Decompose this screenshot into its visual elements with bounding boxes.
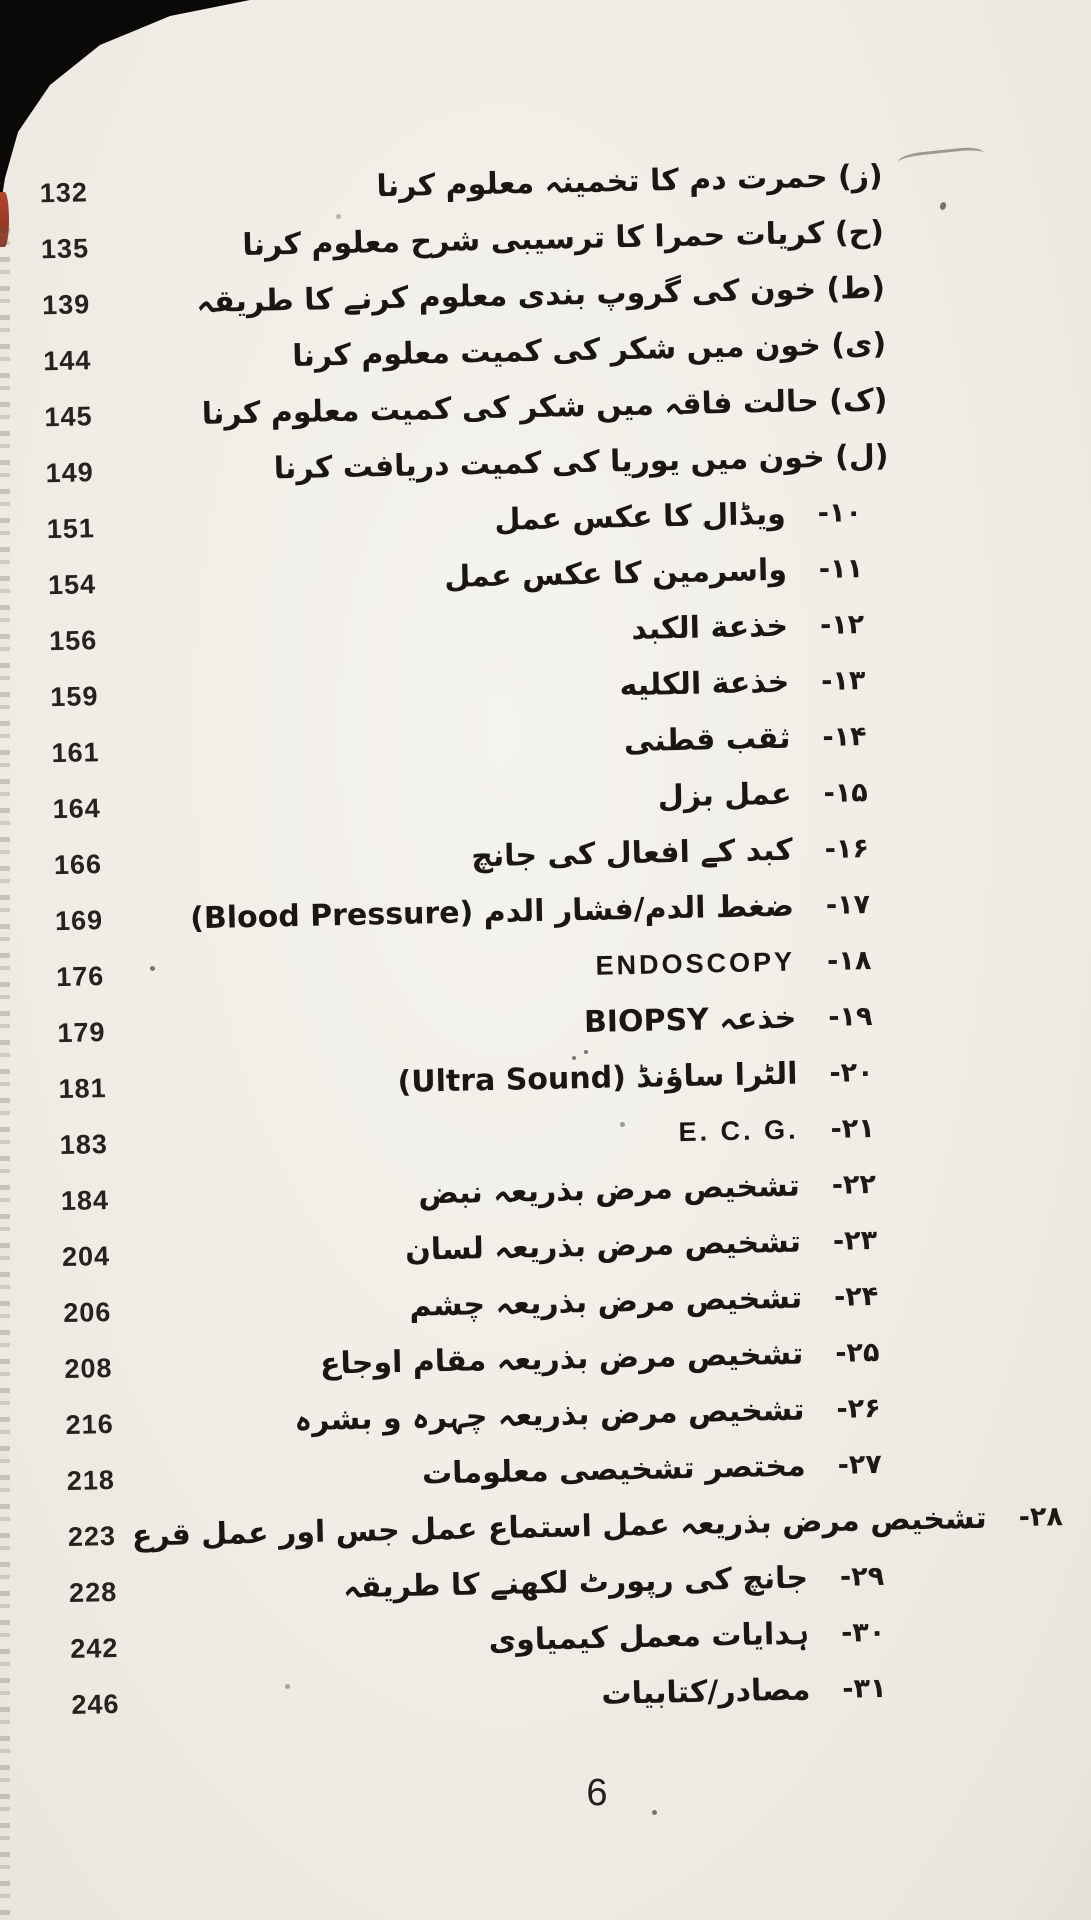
toc-entry-title: تشخیص مرض بذریعہ عمل استماع عمل جس اور عمل قرع xyxy=(131,1500,988,1554)
toc-entry-title: ثقب قطنی xyxy=(623,720,791,759)
toc-entry-title: واسرمین کا عکس عمل xyxy=(443,552,788,595)
toc-entry-number: -۲۷ xyxy=(837,1448,883,1481)
toc-entry-title: خذعة الکبد xyxy=(631,608,789,647)
toc-entry-title: (ز) حمرت دم کا تخمینہ معلوم کرنا xyxy=(376,158,884,204)
toc-entry-title: (ک) حالت فاقہ میں شکر کی کمیت معلوم کرنا xyxy=(201,382,888,432)
toc-entry-title: کبد کے افعال کی جانچ xyxy=(470,832,794,874)
toc-entry-title: تشخیص مرض بذریعہ چشم xyxy=(409,1280,803,1324)
page-number: 223 xyxy=(67,1520,117,1552)
toc-entry-title: عمل بزل xyxy=(657,776,792,814)
toc-entry-title: (ط) خون کی گروپ بندی معلوم کرنے کا طریقہ xyxy=(195,270,886,320)
toc-entry-title: ENDOSCOPY xyxy=(595,946,796,981)
toc-entry-number: -۱۹ xyxy=(827,1000,873,1033)
toc-entry-title: (ی) خون میں شکر کی کمیت معلوم کرنا xyxy=(291,326,887,374)
page-number: 176 xyxy=(55,960,105,992)
toc-entry-number: -۲۴ xyxy=(833,1280,879,1313)
page-number: 242 xyxy=(69,1632,119,1664)
page-number: 139 xyxy=(41,288,91,320)
page-number: 144 xyxy=(42,344,92,376)
toc-entry-title: تشخیص مرض بذریعہ نبض xyxy=(417,1168,801,1212)
page-number: 149 xyxy=(45,456,95,488)
toc-entry-title: ویڈال کا عکس عمل xyxy=(494,496,787,538)
page-number: 179 xyxy=(57,1016,106,1048)
toc-entry-title: خذعة الکلیه xyxy=(619,664,790,703)
toc-entry-number: -۱۲ xyxy=(819,608,865,641)
page-number: 218 xyxy=(66,1464,116,1496)
toc-entry-title: (ل) خون میں یوریا کی کمیت دریافت کرنا xyxy=(273,438,889,486)
page-number: 208 xyxy=(64,1352,113,1384)
toc-entry-number: -۱۵ xyxy=(823,776,869,809)
toc-entry-number: -۱۷ xyxy=(825,888,871,921)
page-number: 156 xyxy=(48,624,98,656)
page-number: 204 xyxy=(61,1240,111,1272)
toc-entry-number: -۱۸ xyxy=(826,944,872,977)
toc-entry-title: مختصر تشخیصی معلومات xyxy=(421,1447,807,1492)
page-number: 132 xyxy=(39,176,89,208)
toc-entry-number: -۲۲ xyxy=(831,1168,877,1201)
toc-entry-number: -۲۰ xyxy=(829,1056,874,1089)
page-number: 166 xyxy=(53,848,103,880)
toc-entry-number: -۱۱ xyxy=(818,552,864,585)
page-number: 145 xyxy=(44,400,93,432)
toc-entry-title: تشخیص مرض بذریعہ لسان xyxy=(404,1224,802,1268)
toc-entry-title: تشخیص مرض بذریعہ چہرہ و بشرہ xyxy=(294,1392,805,1438)
page-number: 161 xyxy=(51,736,100,768)
toc-entry-title: خذعہ BIOPSY xyxy=(583,1000,797,1040)
footer-page-number: 6 xyxy=(586,1772,608,1814)
toc-entry-title: (ح) کریات حمرا کا ترسیبی شرح معلوم کرنا xyxy=(242,214,885,263)
page-number: 183 xyxy=(59,1128,109,1160)
toc-entry-number: -۲۱ xyxy=(830,1112,876,1145)
page-number: 154 xyxy=(47,568,97,600)
toc-entry-number: -۳۰ xyxy=(840,1616,886,1649)
toc-entry-number: -۱۴ xyxy=(822,720,867,753)
toc-entry-title: الٹرا ساؤنڈ (Ultra Sound) xyxy=(397,1056,798,1100)
page-number: 206 xyxy=(62,1296,112,1328)
page-number: 164 xyxy=(52,792,102,824)
toc-entry-title: جانچ کی رپورٹ لکھنے کا طریقہ xyxy=(342,1559,809,1605)
toc-entry-title: ہدایات معمل کیمیاوی xyxy=(488,1615,810,1658)
toc-entry-number: -۲۳ xyxy=(832,1224,878,1257)
toc-entry-title: مصادر/کتابیات xyxy=(601,1671,811,1712)
page-number: 181 xyxy=(58,1072,107,1104)
toc-entry-title: E. C. G. xyxy=(678,1114,799,1147)
page-number: 228 xyxy=(68,1576,118,1608)
toc-entry-number: -۱۳ xyxy=(820,664,866,697)
toc-entry-number: -۲۵ xyxy=(834,1336,880,1369)
toc-entry-number: -۱۰ xyxy=(817,496,863,529)
page-number: 184 xyxy=(60,1184,110,1216)
toc-entry-number: -۱۶ xyxy=(824,832,870,865)
toc-entry-title: تشخیص مرض بذریعہ مقام اوجاع xyxy=(319,1336,804,1382)
page-number: 159 xyxy=(50,680,99,712)
toc-entry-title: ضغط الدم/فشار الدم (Blood Pressure) xyxy=(189,888,795,936)
page-number: 151 xyxy=(46,512,96,544)
page-number: 216 xyxy=(65,1408,114,1440)
toc-entry-number: -۲۸ xyxy=(1018,1500,1064,1533)
page-number: 169 xyxy=(54,904,104,936)
ink-speck xyxy=(652,1810,657,1815)
toc-entry-number: -۲۶ xyxy=(836,1392,881,1425)
toc-rows xyxy=(0,144,1091,1735)
page-number: 135 xyxy=(40,232,90,264)
page-number: 246 xyxy=(71,1688,120,1720)
toc-entry-number: -۲۹ xyxy=(839,1560,885,1593)
toc-entry-number: -۳۱ xyxy=(842,1672,887,1705)
